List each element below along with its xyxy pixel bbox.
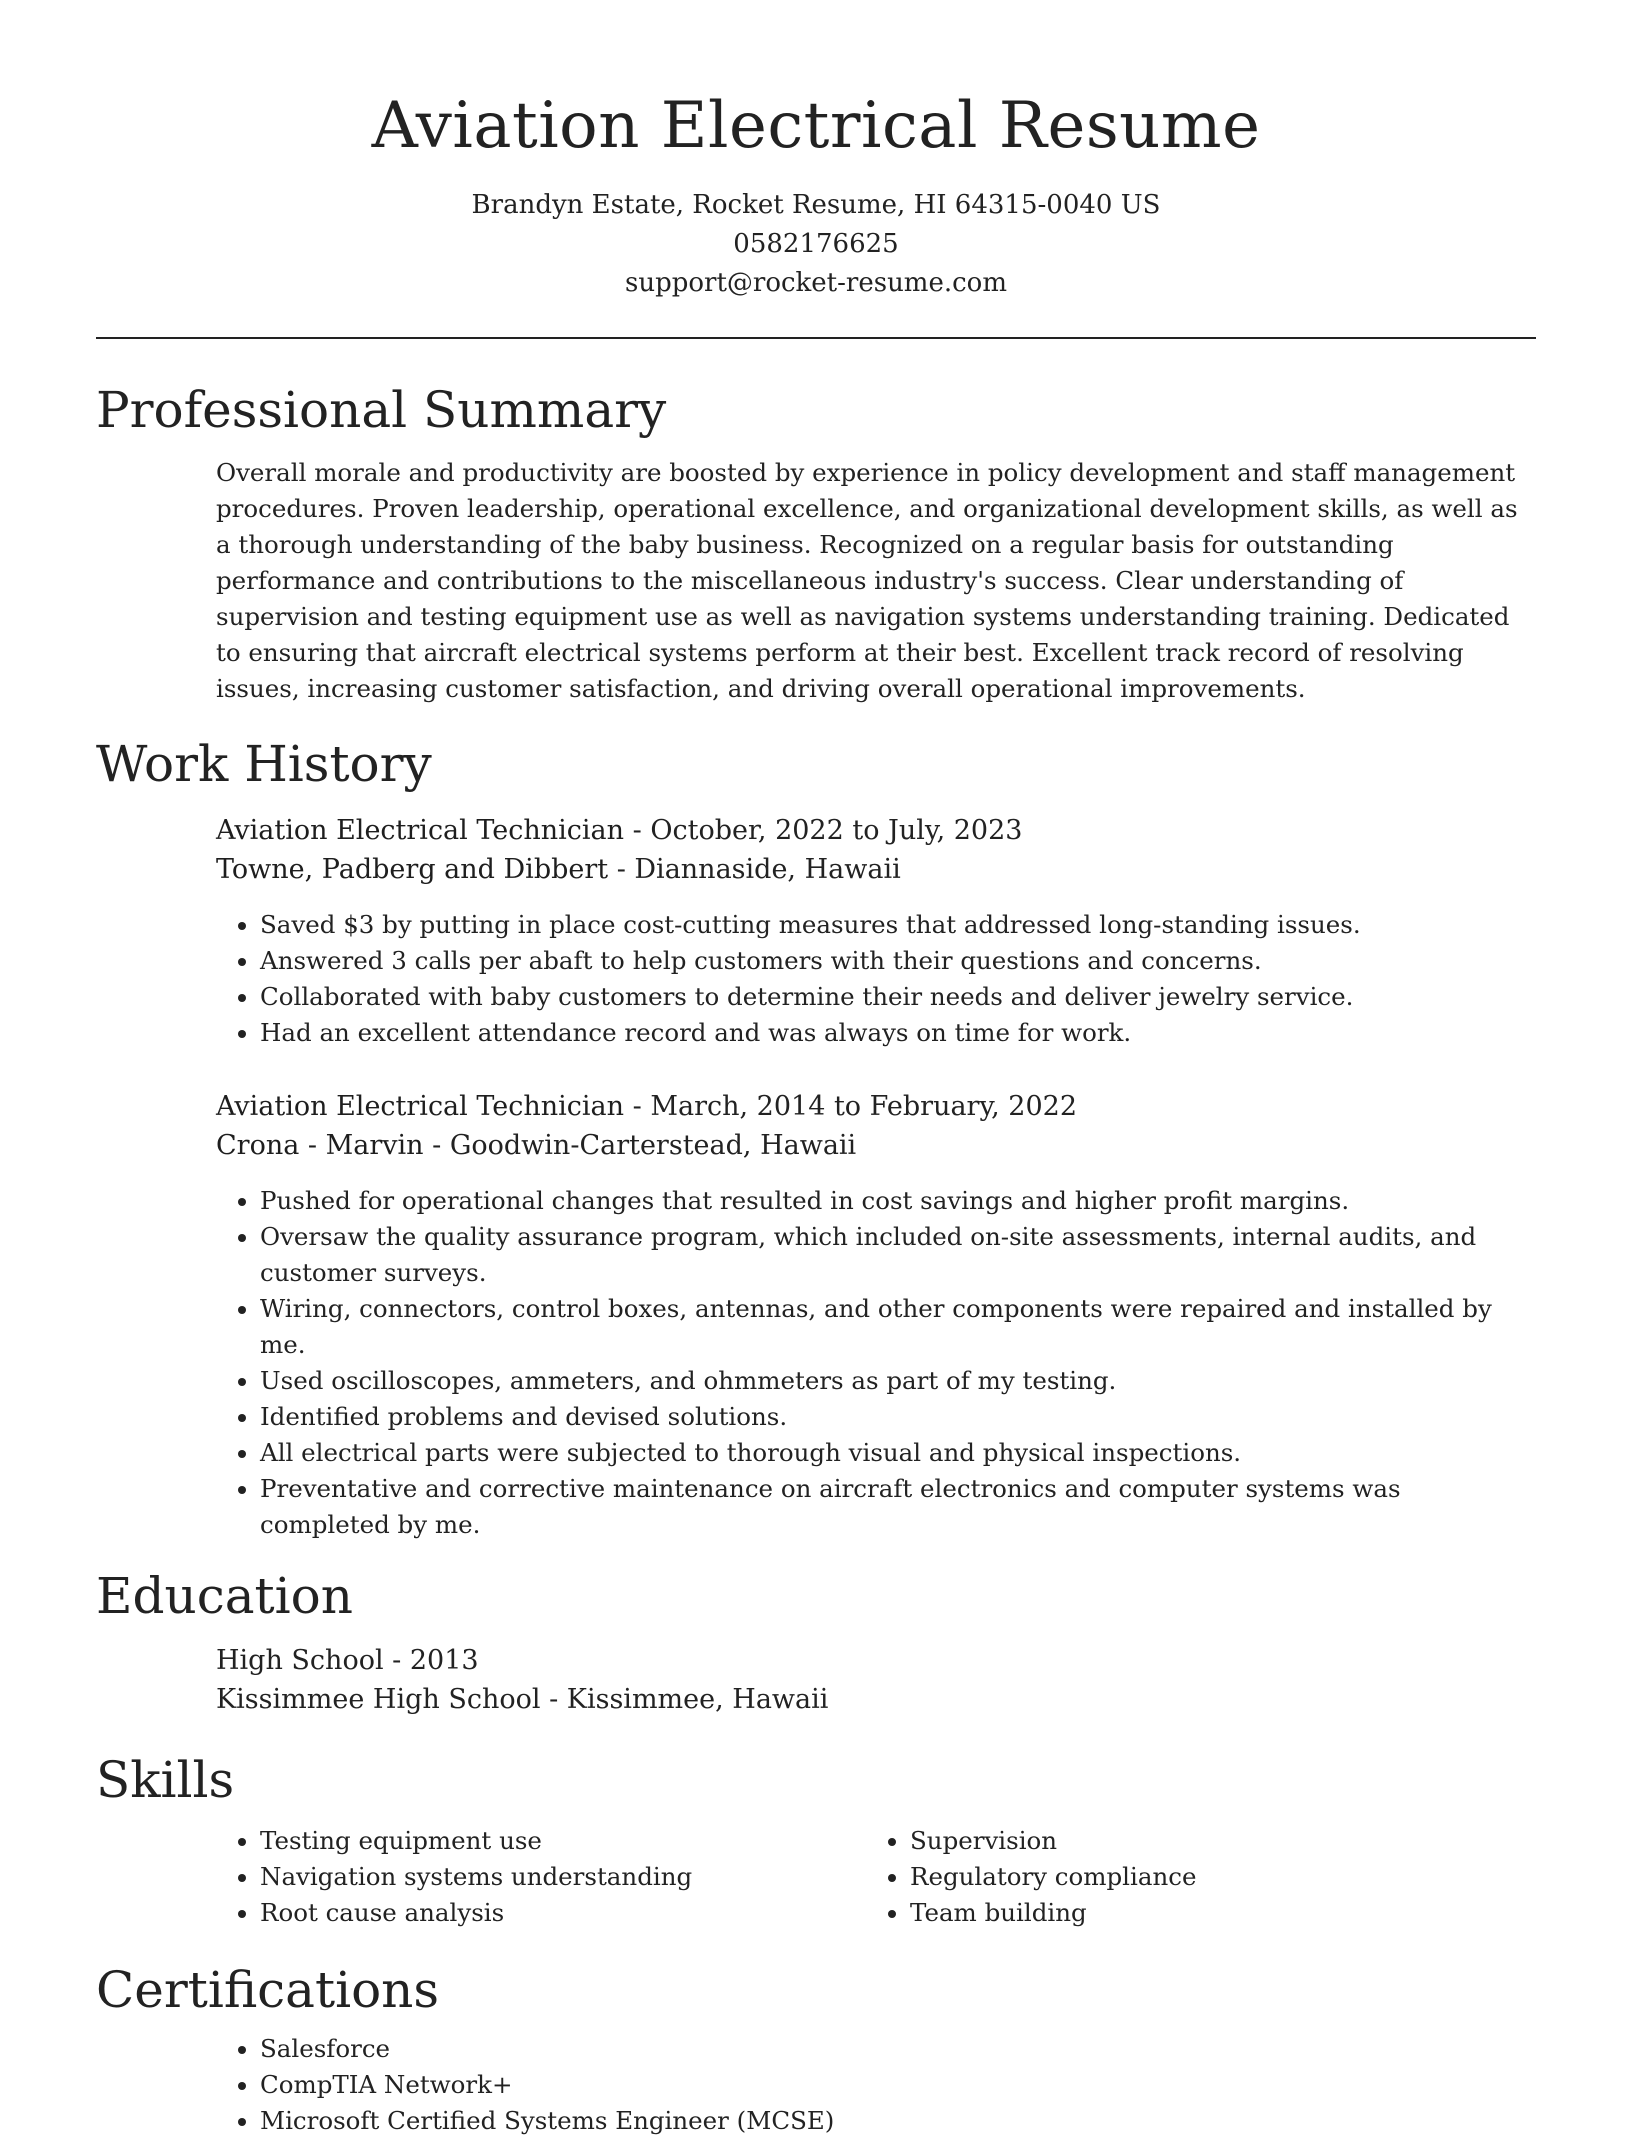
job-bullets — [216, 907, 1536, 1051]
job-bullet: • Used oscilloscopes, ammeters, and ohmmeters as part of my testing. — [260, 1363, 1536, 1399]
contact-email: support@rocket-resume.com — [624, 268, 1007, 298]
job-bullet: • All electrical parts were subjected to thorough visual and physical inspections. — [260, 1435, 1536, 1471]
skill-item: • Supervision — [910, 1823, 1516, 1859]
skills-column-right — [866, 1823, 1516, 1931]
job-company-line — [216, 1126, 1536, 1165]
job-bullet: • Wiring, connectors, control boxes, antennas, and other components were repaired and installed by me. — [260, 1291, 1536, 1363]
skills-heading: Skills — [96, 1751, 235, 1809]
summary-text: Overall morale and productivity are boosted by experience in policy development and staff management procedures. Proven leadership, operational excellence, and organizational development skills, as well as a thorough understanding of the baby business. Recognized on a regular basis for outstanding performance and contributions to the miscellaneous industry's success. Clear understanding of supervision and testing equipment use as well as navigation systems understanding training. Dedicated to ensuring that aircraft electrical systems perform at their best. Excellent track record of resolving issues, increasing customer satisfaction, and driving overall operational improvements. — [216, 458, 1518, 703]
education-heading: Education — [96, 1567, 353, 1625]
job-bullet: • Saved $3 by putting in place cost-cutting measures that addressed long-standing issues. — [260, 907, 1536, 943]
job-bullet: • Answered 3 calls per abaft to help customers with their questions and concerns. — [260, 943, 1536, 979]
skills-column-left — [216, 1823, 866, 1931]
certifications-heading: Certifications — [96, 1961, 440, 2019]
resume-page — [96, 0, 1536, 2139]
certification-item: • Salesforce — [260, 2031, 1536, 2067]
job-company: Crona - Marvin — [216, 1130, 424, 1161]
job-location: - Diannaside, Hawaii — [608, 854, 901, 885]
job-entry — [216, 811, 1536, 1051]
education-year: - 2013 — [383, 1645, 479, 1676]
certification-item: • CompTIA Network+ — [260, 2067, 1536, 2103]
education-degree-line — [216, 1641, 1536, 1680]
contact-address: Brandyn Estate, Rocket Resume, HI 64315-0040 US — [471, 190, 1161, 220]
summary-heading: Professional Summary — [96, 381, 667, 439]
job-bullet: • Had an excellent attendance record and was always on time for work. — [260, 1015, 1536, 1051]
resume-header — [96, 0, 1536, 339]
contact-phone: 0582176625 — [733, 229, 899, 259]
education-school-line — [216, 1680, 1536, 1719]
job-bullet: • Identified problems and devised solutions. — [260, 1399, 1536, 1435]
job-bullet: • Pushed for operational changes that resulted in cost savings and higher profit margins. — [260, 1183, 1536, 1219]
job-entry — [216, 1087, 1536, 1543]
job-company: Towne, Padberg and Dibbert — [216, 854, 609, 885]
education-location: - Kissimmee, Hawaii — [540, 1684, 829, 1715]
job-location: - Goodwin-Carterstead, Hawaii — [423, 1130, 857, 1161]
skill-item: • Root cause analysis — [260, 1895, 866, 1931]
job-dates: - October, 2022 to July, 2023 — [624, 815, 1023, 846]
contact-info — [96, 186, 1536, 303]
certifications-section — [216, 2031, 1536, 2139]
header-divider — [96, 337, 1536, 339]
job-role: Aviation Electrical Technician — [216, 1091, 625, 1122]
job-title-line — [216, 811, 1536, 850]
job-bullet: • Preventative and corrective maintenance on aircraft electronics and computer systems was completed by me. — [260, 1471, 1536, 1543]
skill-item: • Testing equipment use — [260, 1823, 866, 1859]
skill-item: • Navigation systems understanding — [260, 1859, 866, 1895]
job-bullet: • Collaborated with baby customers to determine their needs and deliver jewelry service. — [260, 979, 1536, 1015]
certifications-list — [216, 2031, 1536, 2139]
resume-title: Aviation Electrical Resume — [371, 89, 1261, 163]
certification-item: • Microsoft Certified Systems Engineer (MCSE) — [260, 2103, 1536, 2139]
skill-item: • Regulatory compliance — [910, 1859, 1516, 1895]
work-history-heading: Work History — [96, 735, 432, 793]
skills-list — [216, 1823, 1536, 1931]
skill-item: • Team building — [910, 1895, 1516, 1931]
job-company-line — [216, 850, 1536, 889]
job-title-line — [216, 1087, 1536, 1126]
education-school: Kissimmee High School — [216, 1684, 541, 1715]
job-bullet: • Oversaw the quality assurance program, which included on-site assessments, internal audits, and customer surveys. — [260, 1219, 1536, 1291]
education-degree: High School — [216, 1645, 384, 1676]
education-entry — [216, 1641, 1536, 1719]
job-bullets — [216, 1183, 1536, 1543]
job-role: Aviation Electrical Technician — [216, 815, 625, 846]
job-dates: - March, 2014 to February, 2022 — [624, 1091, 1078, 1122]
